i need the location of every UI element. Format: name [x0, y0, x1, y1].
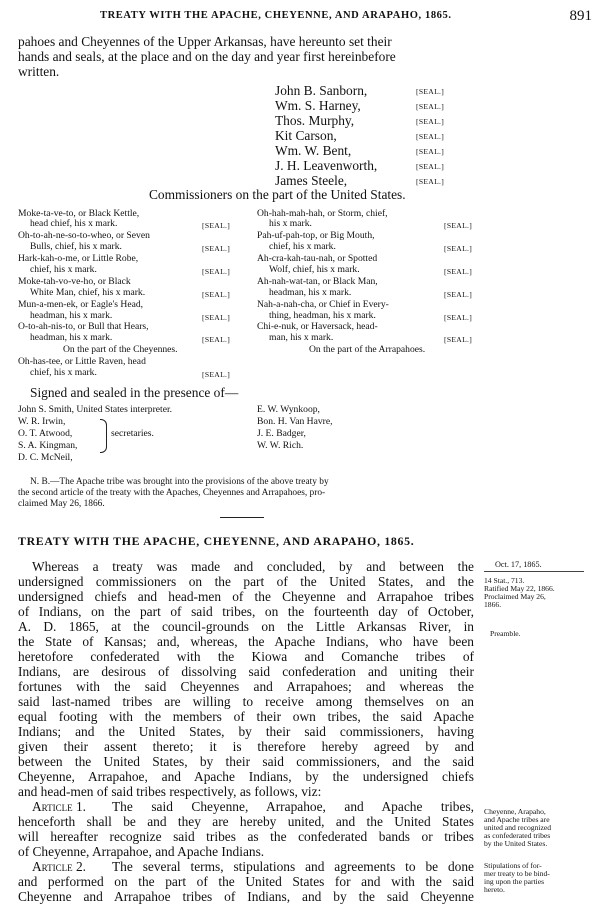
body-line: Whereas a treaty was made and concluded, by and between the	[32, 559, 474, 574]
seal-mark: [SEAL.]	[444, 335, 473, 344]
chief-title: his x mark.	[269, 218, 312, 229]
seal-mark: [SEAL.]	[416, 162, 445, 171]
seal-mark: [SEAL.]	[202, 221, 231, 230]
seal-mark: [SEAL.]	[416, 102, 445, 111]
chief-name: Oh-to-ah-ne-so-to-wheo, or Seven	[18, 230, 150, 241]
commissioner-name: J. H. Leavenworth,	[275, 158, 378, 173]
body-line: Indians; and the United States, by their said commissioners, having	[18, 724, 474, 739]
sidenote-proclaimed: Proclaimed May 26,	[484, 592, 546, 601]
commissioner-name: Wm. W. Bent,	[275, 143, 352, 158]
chief-title: man, his x mark.	[269, 332, 334, 343]
seal-mark: [SEAL.]	[444, 313, 473, 322]
chief-name: Mun-a-men-ek, or Eagle's Head,	[18, 299, 144, 310]
chief-name: Oh-hah-mah-hah, or Storm, chief,	[257, 208, 388, 219]
sidenote-stipulations: hereto.	[484, 885, 505, 894]
seal-mark: [SEAL.]	[444, 221, 473, 230]
sidenote-united: as confederated tribes	[484, 831, 551, 840]
page-number: 891	[569, 8, 592, 24]
sidenote-date: Oct. 17, 1865.	[495, 560, 542, 569]
body-line: A. D. 1865, at the council-grounds on the Little Arkansas River, in	[18, 619, 474, 634]
body-line: the State of Kansas; and, whereas, the Apache Indians, who have been	[18, 634, 474, 649]
seal-mark: [SEAL.]	[416, 147, 445, 156]
commissioner-name: John B. Sanborn,	[275, 83, 368, 98]
secretary-name: O. T. Atwood,	[18, 428, 73, 439]
body-line: between the United States, by their said commissioners, and the said	[18, 754, 474, 769]
chief-title: White Man, chief, his x mark.	[30, 287, 146, 298]
secretary-name: W. R. Irwin,	[18, 416, 66, 427]
running-header-title: TREATY WITH THE APACHE, CHEYENNE, AND ARAPAHO, 1865.	[100, 10, 452, 21]
chief-title: head chief, his x mark.	[30, 218, 118, 229]
article-2-line: and performed on the part of the United States for and with the said	[18, 874, 474, 889]
sidenote-stipulations: ing upon the parties	[484, 877, 545, 886]
body-line: Indians, are desirous of dissolving said confederation and uniting their	[18, 664, 474, 679]
article-1-line: of Cheyenne, Arrapahoe, and Apache Indians.	[18, 844, 265, 859]
sidenote-united: Cheyenne, Arapaho,	[484, 807, 546, 816]
chief-name: Pah-uf-pah-top, or Big Mouth,	[257, 230, 375, 241]
body-line: given their assent thereto; it is therefore hereby agreed by and	[18, 739, 474, 754]
body-line: fortunes with the said Cheyennes and Arrapahoes; and whereas the	[18, 679, 474, 694]
chief-name: Moke-tah-vo-ve-ho, or Black	[18, 276, 131, 287]
arrapahoes-caption: On the part of the Arrapahoes.	[309, 344, 426, 355]
seal-mark: [SEAL.]	[416, 117, 445, 126]
body-line: undersigned commissioners on the part of the United States, and the	[18, 574, 474, 589]
witness-name: W. W. Rich.	[257, 440, 304, 451]
commissioner-name: Kit Carson,	[275, 128, 337, 143]
secretaries-brace	[100, 419, 107, 453]
chief-name: Oh-has-tee, or Little Raven, head	[18, 356, 146, 367]
commissioner-name: Wm. S. Harney,	[275, 98, 361, 113]
seal-mark: [SEAL.]	[444, 267, 473, 276]
body-line: heretofore confederated with the Kiowa and Comanche tribes of	[18, 649, 474, 664]
interpreter-witness: John S. Smith, United States interpreter.	[18, 404, 173, 415]
seal-mark: [SEAL.]	[444, 290, 473, 299]
chief-title: chief, his x mark.	[269, 241, 336, 252]
sidenote-stipulations: mer treaty to be bind-	[484, 869, 550, 878]
seal-mark: [SEAL.]	[444, 244, 473, 253]
sidenote-preamble: Preamble.	[490, 629, 521, 638]
sidenote-proclaimed-year: 1866.	[484, 600, 502, 609]
sidenote-united: by the United States.	[484, 839, 548, 848]
sidenote-stat: 14 Stat., 713.	[484, 576, 525, 585]
body-line: of Indians, on the part of said tribes, on the fourteenth day of October,	[18, 604, 474, 619]
note-line-3: claimed May 26, 1866.	[18, 499, 105, 509]
intro-line-1: pahoes and Cheyennes of the Upper Arkansas, have hereunto set their	[18, 34, 392, 49]
treaty-title: TREATY WITH THE APACHE, CHEYENNE, AND ARAPAHO, 1865.	[18, 534, 415, 548]
witness-name: Bon. H. Van Havre,	[257, 416, 333, 427]
sidenote-united: united and recognized	[484, 823, 552, 832]
commissioner-name: James Steele,	[275, 173, 348, 188]
chief-name: O-to-ah-nis-to, or Bull that Hears,	[18, 321, 149, 332]
witness-name: J. E. Badger,	[257, 428, 306, 439]
secretary-name: S. A. Kingman,	[18, 440, 78, 451]
intro-line-2: hands and seals, at the place and on the day and year first hereinbefore	[18, 49, 396, 64]
chief-title: thing, headman, his x mark.	[269, 310, 376, 321]
witness-heading: Signed and sealed in the presence of—	[30, 385, 239, 400]
article-2-label: Article 2.	[32, 859, 87, 874]
commissioner-name: Thos. Murphy,	[275, 113, 355, 128]
chief-name: Hark-kah-o-me, or Little Robe,	[18, 253, 139, 264]
chief-title: headman, his x mark.	[269, 287, 352, 298]
chief-title: Bulls, chief, his x mark.	[30, 241, 122, 252]
article-1-line: henceforth shall be and they are hereby united, and the United States	[18, 814, 474, 829]
article-1-line: The said Cheyenne, Arrapahoe, and Apache tribes,	[112, 799, 474, 814]
chief-name: Ah-cra-kah-tau-nah, or Spotted	[257, 253, 378, 264]
witness-name: E. W. Wynkoop,	[257, 404, 320, 415]
intro-line-3: written.	[18, 64, 60, 79]
seal-mark: [SEAL.]	[202, 244, 231, 253]
sidenote-ratified: Ratified May 22, 1866.	[484, 584, 555, 593]
chief-title: Wolf, chief, his x mark.	[269, 264, 360, 275]
seal-mark: [SEAL.]	[202, 313, 231, 322]
section-divider	[220, 517, 264, 518]
seal-mark: [SEAL.]	[202, 370, 231, 379]
sidenote-united: and Apache tribes are	[484, 815, 550, 824]
body-line: equal footing with the members of their own tribes, the said Apache	[18, 709, 474, 724]
seal-mark: [SEAL.]	[416, 177, 445, 186]
body-line: Cheyenne, Arrapahoe, and Apache Indians, by the undersigned chiefs	[18, 769, 474, 784]
chief-title: headman, his x mark.	[30, 310, 113, 321]
chief-name: Ah-nah-wat-tan, or Black Man,	[257, 276, 378, 287]
seal-mark: [SEAL.]	[202, 267, 231, 276]
commissioners-caption: Commissioners on the part of the United States.	[149, 187, 406, 202]
secretaries-label: secretaries.	[111, 428, 154, 439]
body-line: said last-named tribes are willing to receive among themselves on an	[18, 694, 474, 709]
article-2-line: The several terms, stipulations and agreements to be done	[112, 859, 474, 874]
article-1-label: Article 1.	[32, 799, 87, 814]
body-line: undersigned chiefs and head-men of the Cheyenne and Arrapahoe tribes	[18, 589, 474, 604]
chief-title: chief, his x mark.	[30, 367, 97, 378]
chief-title: headman, his x mark.	[30, 332, 113, 343]
article-2-line: Cheyenne and Arrapahoe tribes of Indians, and by the said Cheyenne	[18, 889, 474, 904]
sidenote-divider	[484, 571, 584, 572]
sidenote-stipulations: Stipulations of for-	[484, 861, 542, 870]
seal-mark: [SEAL.]	[416, 132, 445, 141]
body-line: and head-men of said tribes respectively, as follows, viz:	[18, 784, 322, 799]
running-header	[0, 7, 600, 27]
chief-name: Moke-ta-ve-to, or Black Kettle,	[18, 208, 140, 219]
article-1-line: will hereafter recognize said tribes as the confederated bands or tribes	[18, 829, 474, 844]
chief-title: chief, his x mark.	[30, 264, 97, 275]
cheyennes-caption: On the part of the Cheyennes.	[63, 344, 178, 355]
seal-mark: [SEAL.]	[416, 87, 445, 96]
note-line-2: the second article of the treaty with the Apaches, Cheyennes and Arrapahoes, pro-	[18, 488, 326, 498]
note-line-1: N. B.—The Apache tribe was brought into the provisions of the above treaty by	[30, 477, 329, 487]
seal-mark: [SEAL.]	[202, 290, 231, 299]
chief-name: Nah-a-nah-cha, or Chief in Every-	[257, 299, 389, 310]
seal-mark: [SEAL.]	[202, 335, 231, 344]
witness-name: D. C. McNeil,	[18, 452, 73, 463]
chief-name: Chi-e-nuk, or Haversack, head-	[257, 321, 378, 332]
